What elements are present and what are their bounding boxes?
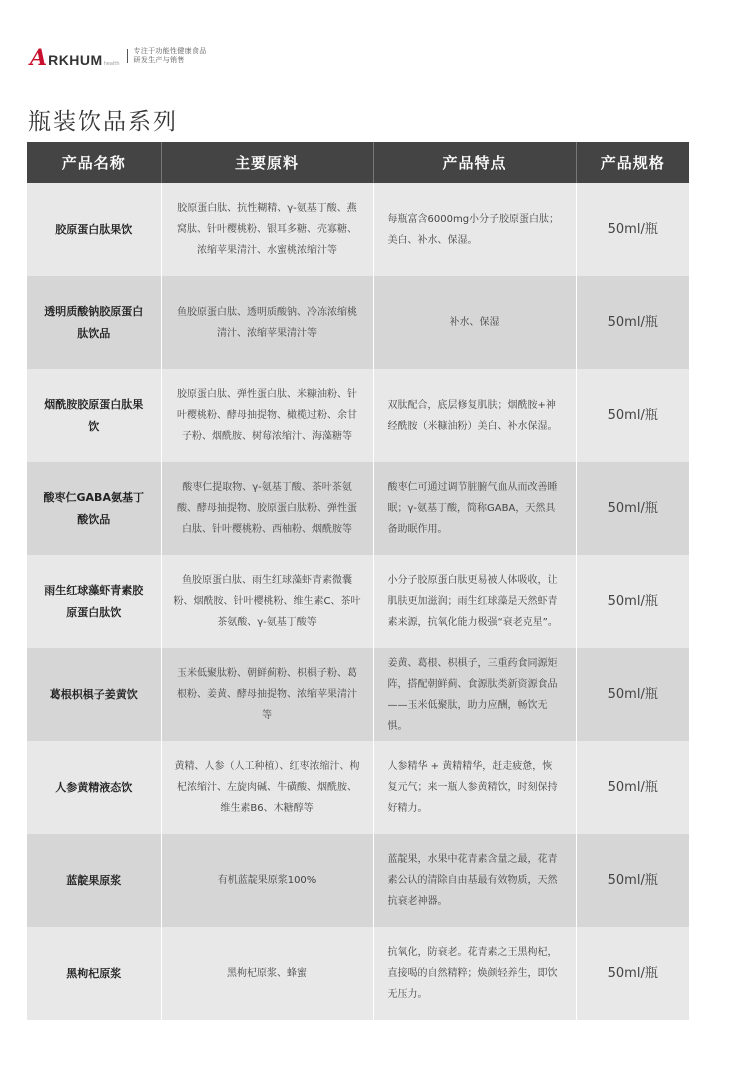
table-row [27,648,689,741]
product-ingredients: 鱼胶原蛋白肽、雨生红球藻虾青素微囊粉、烟酰胺、针叶樱桃粉、维生素C、茶叶茶氨酸、γ-氨基丁酸等 [161,555,373,648]
arkhum-logo [30,44,120,71]
product-spec: 50ml/瓶 [576,927,689,1020]
product-ingredients: 黑枸杞原浆、蜂蜜 [161,927,373,1020]
product-spec: 50ml/瓶 [576,276,689,369]
logo-health-text: health [103,61,120,67]
product-features: 酸枣仁可通过调节脏腑气血从而改善睡眠；γ-氨基丁酸，简称GABA，天然具备助眠作用。 [373,462,576,555]
column-header-ingredients: 主要原料 [161,142,373,183]
product-ingredients: 鱼胶原蛋白肽、透明质酸钠、冷冻浓缩桃清汁、浓缩苹果清汁等 [161,276,373,369]
logo-wordmark: RKHUM [48,52,103,68]
page-title: 瓶装饮品系列 [28,109,178,135]
table-row [27,183,689,276]
product-features: 蓝靛果，水果中花青素含量之最，花青素公认的清除自由基最有效物质，天然抗衰老神器。 [373,834,576,927]
product-features: 人参精华 + 黄精精华，赶走疲惫，恢复元气；来一瓶人参黄精饮，时刻保持好精力。 [373,741,576,834]
product-features: 抗氧化，防衰老。花青素之王黑枸杞，直接喝的自然精粹；焕颜轻养生，即饮无压力。 [373,927,576,1020]
product-spec: 50ml/瓶 [576,741,689,834]
table-row [27,555,689,648]
product-ingredients: 有机蓝靛果原浆100% [161,834,373,927]
product-features: 小分子胶原蛋白肽更易被人体吸收，让肌肤更加滋润；雨生红球藻是天然虾青素来源，抗氧化能力极强“衰老克星”。 [373,555,576,648]
brand-tagline [134,47,207,65]
table-row [27,462,689,555]
column-header-spec: 产品规格 [576,142,689,183]
product-spec: 50ml/瓶 [576,834,689,927]
table-row [27,834,689,927]
product-features: 姜黄、葛根、枳椇子，三重药食同源矩阵，搭配朝鲜蓟、食源肽类新资源食品——玉米低聚肽，助力应酬，畅饮无惧。 [373,648,576,741]
product-ingredients: 胶原蛋白肽、抗性糊精、γ-氨基丁酸、燕窝肽、针叶樱桃粉、银耳多糖、壳寡糖、浓缩苹果清汁、水蜜桃浓缩汁等 [161,183,373,276]
product-name: 酸枣仁GABA氨基丁酸饮品 [27,462,161,555]
logo-divider [127,49,128,63]
product-features: 双肽配合，底层修复肌肤；烟酰胺+神经酰胺（米糠油粉）美白、补水保湿。 [373,369,576,462]
tagline-line-2: 研发生产与销售 [133,56,185,64]
product-name: 黑枸杞原浆 [27,927,161,1020]
column-header-name: 产品名称 [27,142,161,183]
product-name: 透明质酸钠胶原蛋白肽饮品 [27,276,161,369]
product-name: 雨生红球藻虾青素胶原蛋白肽饮 [27,555,161,648]
tagline-line-1: 专注于功能性健康食品 [133,47,207,55]
table-row [27,369,689,462]
table-row [27,741,689,834]
table-header-row [27,142,689,183]
product-ingredients: 胶原蛋白肽、弹性蛋白肽、米糠油粉、针叶樱桃粉、酵母抽提物、橄榄过粉、余甘子粉、烟酰胺、树莓浓缩汁、海藻糖等 [161,369,373,462]
product-name: 人参黄精液态饮 [27,741,161,834]
product-features: 补水、保湿 [373,276,576,369]
product-table [27,142,689,1020]
product-ingredients: 酸枣仁提取物、γ-氨基丁酸、茶叶茶氨酸、酵母抽提物、胶原蛋白肽粉、弹性蛋白肽、针叶樱桃粉、西柚粉、烟酰胺等 [161,462,373,555]
product-name: 葛根枳椇子姜黄饮 [27,648,161,741]
product-name: 胶原蛋白肽果饮 [27,183,161,276]
brand-header [30,42,207,70]
product-spec: 50ml/瓶 [576,462,689,555]
product-spec: 50ml/瓶 [576,369,689,462]
column-header-features: 产品特点 [373,142,576,183]
product-name: 烟酰胺胶原蛋白肽果饮 [27,369,161,462]
product-ingredients: 玉米低聚肽粉、朝鲜蓟粉、枳椇子粉、葛根粉、姜黄、酵母抽提物、浓缩苹果清汁等 [161,648,373,741]
product-spec: 50ml/瓶 [576,648,689,741]
table-row [27,927,689,1020]
product-name: 蓝靛果原浆 [27,834,161,927]
product-spec: 50ml/瓶 [576,555,689,648]
table-row [27,276,689,369]
product-features: 每瓶富含6000mg小分子胶原蛋白肽；美白、补水、保湿。 [373,183,576,276]
product-ingredients: 黄精、人参（人工种植）、红枣浓缩汁、枸杞浓缩汁、左旋肉碱、牛磺酸、烟酰胺、维生素B6、木糖醇等 [161,741,373,834]
logo-letter-a: A [30,45,48,71]
product-spec: 50ml/瓶 [576,183,689,276]
